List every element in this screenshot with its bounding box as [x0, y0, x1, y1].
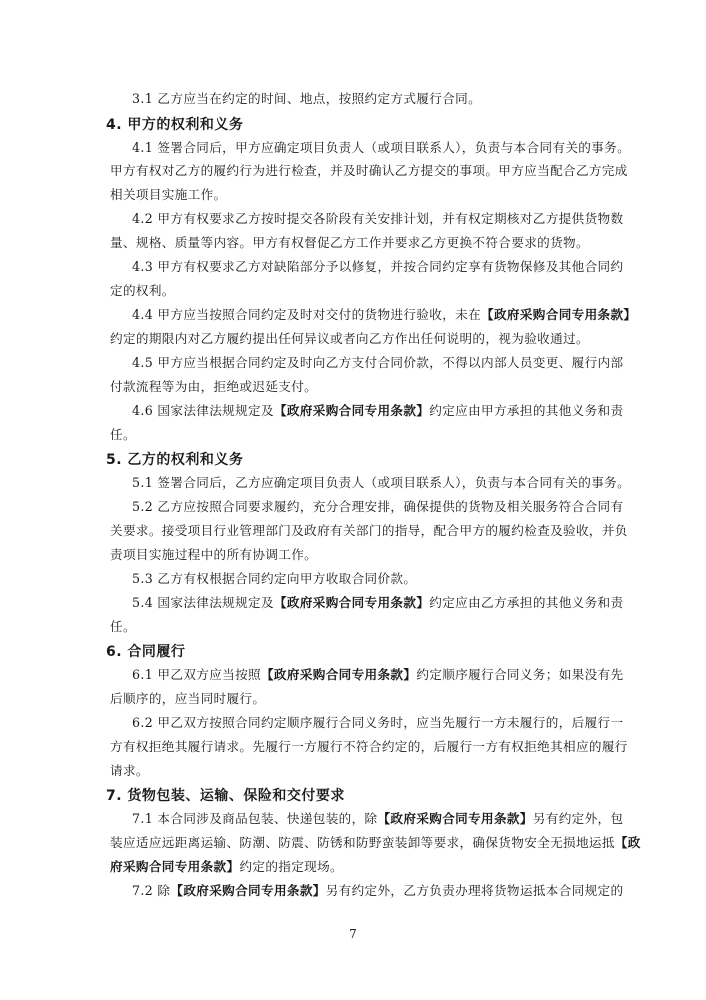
- bold-clause-reference: 【政府采购合同专用条款】: [170, 883, 326, 898]
- paragraph-line: [110, 187, 615, 203]
- paragraph-line: [110, 379, 615, 395]
- text-segment: 约定的期限内对乙方履约提出任何异议或者向乙方作出任何说明的，视为验收通过。: [110, 331, 589, 346]
- text-segment: 请求。: [110, 763, 149, 778]
- paragraph-line: [110, 235, 615, 251]
- paragraph-line: [110, 739, 628, 755]
- paragraph-line: [110, 163, 628, 179]
- paragraph-line: [110, 859, 615, 875]
- paragraph-line: [132, 811, 637, 827]
- text-segment: 5.1 签署合同后，乙方应确定项目负责人（或项目联系人），负责与本合同有关的事务。: [132, 475, 631, 490]
- text-segment: 另有约定外，包: [532, 811, 624, 826]
- text-segment: 4.5 甲方应当根据合同约定及时向乙方支付合同价款，不得以内部人员变更、履行内部: [132, 355, 624, 370]
- text-segment: 责项目实施过程中的所有协调工作。: [110, 547, 318, 562]
- paragraph-line: [132, 259, 637, 275]
- text-segment: 6.1 甲乙双方应当按照: [132, 667, 261, 682]
- text-segment: 7.1 本合同涉及商品包装、快递包装的，除: [132, 811, 378, 826]
- text-segment: 装应适应远距离运输、防潮、防震、防锈和防野蛮装卸等要求，确保货物安全无损地运抵: [110, 835, 615, 850]
- bold-clause-reference: 【政: [614, 835, 641, 850]
- paragraph-line: [132, 883, 637, 899]
- paragraph-line: [110, 763, 615, 779]
- text-segment: 约定的指定现场。: [239, 859, 343, 874]
- text-segment: 5.3 乙方有权根据合同约定向甲方收取合同价款。: [132, 571, 417, 586]
- text-segment: 4.3 甲方有权要求乙方对缺陷部分予以修复，并按合同约定享有货物保修及其他合同约: [132, 259, 624, 274]
- text-segment: 4.6 国家法律法规规定及: [132, 403, 274, 418]
- paragraph-line: [110, 835, 641, 851]
- text-segment: 6.2 甲乙双方按照合同约定顺序履行合同义务时，应当先履行一方未履行的，后履行一: [132, 715, 624, 730]
- section-heading: [106, 787, 345, 805]
- text-segment: 付款流程等为由，拒绝或迟延支付。: [110, 379, 318, 394]
- text-segment: 定的权利。: [110, 283, 175, 298]
- bold-clause-reference: 【政府采购合同专用条款】: [260, 667, 417, 682]
- section-heading: [106, 116, 243, 134]
- paragraph-line: [110, 547, 615, 563]
- paragraph-line: [132, 499, 637, 515]
- text-segment: 甲方有权对乙方的履约行为进行检查，并及时确认乙方提交的事项。甲方应当配合乙方完成: [110, 163, 628, 178]
- text-segment: 关要求。接受项目行业管理部门及政府有关部门的指导，配合甲方的履约检查及验收，并负: [110, 523, 628, 538]
- text-segment: 另有约定外，乙方负责办理将货物运抵本合同规定的: [325, 883, 624, 898]
- paragraph-line: [132, 91, 637, 107]
- paragraph-line: [132, 595, 637, 611]
- text-segment: 5. 乙方的权利和义务: [106, 452, 244, 468]
- text-segment: 约定顺序履行合同义务；如果没有先: [416, 667, 624, 682]
- paragraph-line: [110, 619, 615, 635]
- text-segment: 4.1 签署合同后，甲方应确定项目负责人（或项目联系人），负责与本合同有关的事务。: [132, 140, 631, 155]
- text-segment: 5.2 乙方应按照合同要求履约，充分合理安排，确保提供的货物及相关服务符合合同有: [132, 499, 624, 514]
- text-segment: 4. 甲方的权利和义务: [106, 117, 244, 133]
- text-segment: 约定应由甲方承担的其他义务和责: [429, 403, 624, 418]
- section-heading: [106, 451, 243, 469]
- text-segment: 7. 货物包装、运输、保险和交付要求: [106, 788, 345, 804]
- paragraph-line: [132, 403, 637, 419]
- page-number: 7: [349, 927, 357, 941]
- text-segment: 7.2 除: [132, 883, 171, 898]
- text-segment: 5.4 国家法律法规规定及: [132, 595, 274, 610]
- text-segment: 6. 合同履行: [106, 644, 186, 660]
- paragraph-line: [110, 523, 628, 539]
- paragraph-line: [132, 715, 637, 731]
- paragraph-line: [132, 211, 637, 227]
- text-segment: 任。: [110, 619, 136, 634]
- bold-clause-reference: 【政府采购合同专用条款】: [481, 307, 637, 322]
- bold-clause-reference: 【政府采购合同专用条款】: [273, 403, 430, 418]
- bold-clause-reference: 【政府采购合同专用条款】: [273, 595, 430, 610]
- text-segment: 4.4 甲方应当按照合同约定及时对交付的货物进行验收，未在: [132, 307, 482, 322]
- paragraph-line: [110, 691, 615, 707]
- text-segment: 量、规格、质量等内容。甲方有权督促乙方工作并要求乙方更换不符合要求的货物。: [110, 235, 589, 250]
- text-segment: 4.2 甲方有权要求乙方按时提交各阶段有关安排计划，并有权定期核对乙方提供货物数: [132, 211, 624, 226]
- paragraph-line: [132, 355, 637, 371]
- text-segment: 相关项目实施工作。: [110, 187, 227, 202]
- text-segment: 3.1 乙方应当在约定的时间、地点，按照约定方式履行合同。: [132, 91, 482, 106]
- section-heading: [106, 643, 185, 661]
- paragraph-line: [132, 307, 637, 323]
- bold-clause-reference: 府采购合同专用条款】: [110, 859, 240, 874]
- paragraph-line: [132, 140, 637, 156]
- paragraph-line: [132, 475, 637, 491]
- paragraph-line: [110, 331, 615, 347]
- paragraph-line: [132, 571, 637, 587]
- text-segment: 任。: [110, 427, 136, 442]
- paragraph-line: [110, 427, 615, 443]
- paragraph-line: [110, 283, 615, 299]
- text-segment: 方有权拒绝其履行请求。先履行一方履行不符合约定的，后履行一方有权拒绝其相应的履行: [110, 739, 628, 754]
- paragraph-line: [132, 667, 637, 683]
- text-segment: 约定应由乙方承担的其他义务和责: [429, 595, 624, 610]
- bold-clause-reference: 【政府采购合同专用条款】: [377, 811, 533, 826]
- text-segment: 后顺序的，应当同时履行。: [110, 691, 266, 706]
